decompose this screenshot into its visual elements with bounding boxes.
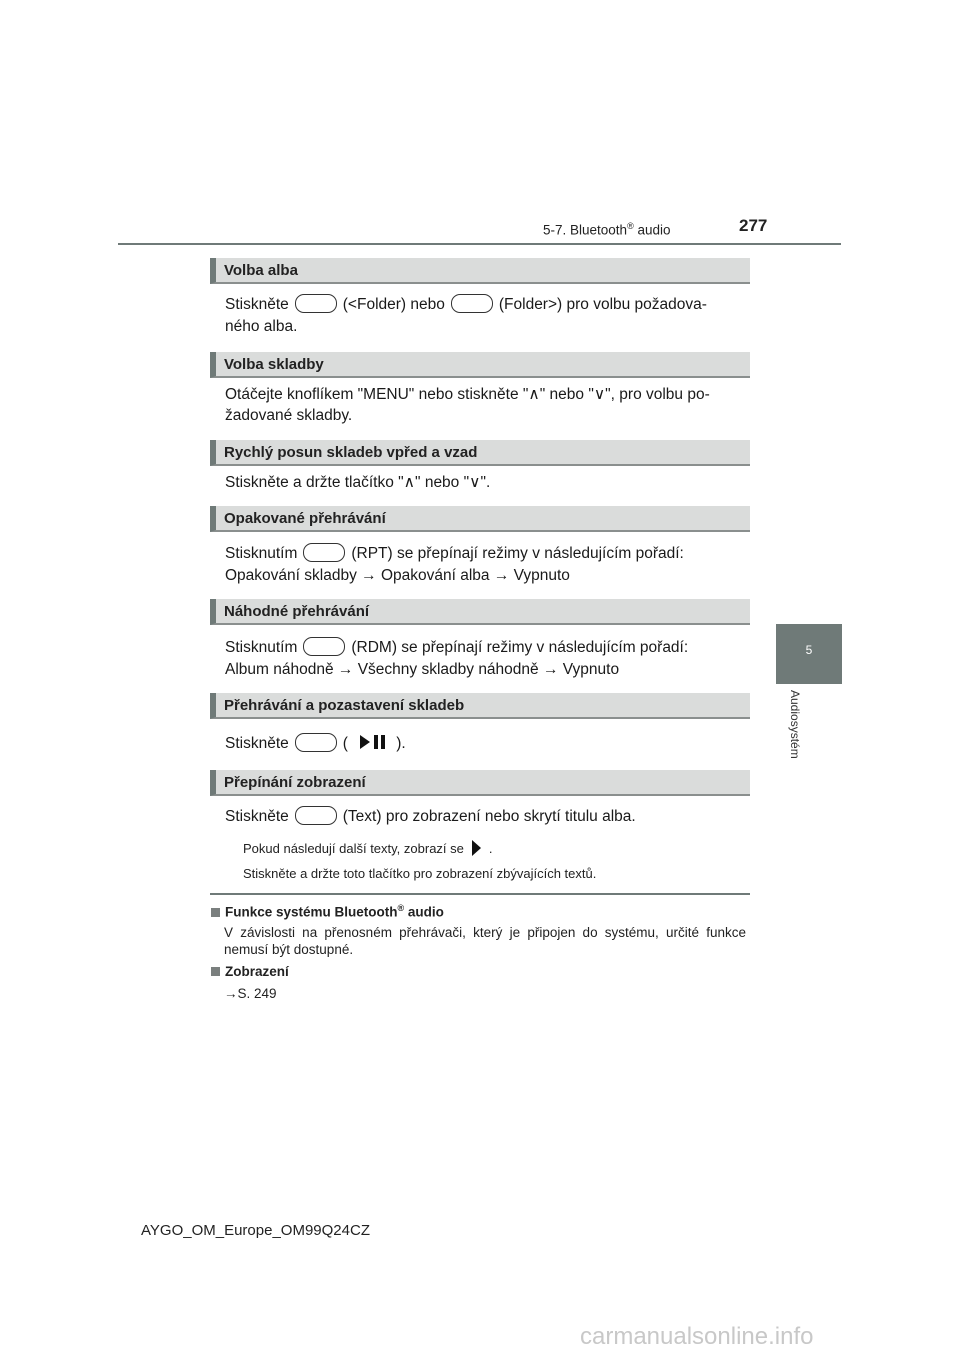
body-text: Stiskněte ( ). [225,735,406,752]
steering-button-icon [451,294,493,313]
document-id: AYGO_OM_Europe_OM99Q24CZ [141,1222,370,1239]
section-heading: Náhodné přehrávání [210,599,750,625]
steering-button-icon [295,294,337,313]
section-heading: Přehrávání a pozastavení skladeb [210,693,750,719]
section-heading: Rychlý posun skladeb vpřed a vzad [210,440,750,466]
section-heading: Opakované přehrávání [210,506,750,532]
body-text: Opakování skladby → Opakování alba → Vypnuto [225,567,570,584]
body-text: Stiskněte (<Folder) nebo (Folder>) pro volbu požadova- [225,296,707,313]
body-text: Otáčejte knoflíkem "MENU" nebo stiskněte "∧" nebo "∨", pro volbu po- [225,386,710,403]
bullet-square-icon [211,967,220,976]
note-text: Stiskněte a držte toto tlačítko pro zobrazení zbývajících textů. [243,866,597,881]
chapter-tab: 5 [776,624,842,684]
body-text: Stiskněte (Text) pro zobrazení nebo skrytí titulu alba. [225,808,636,825]
bullet-text: V závislosti na přenosném přehrávači, který je připojen do systému, určité funkce nemusí být dostupné. [224,925,746,957]
header-rule [118,243,841,245]
steering-button-icon [295,733,337,752]
right-triangle-icon [472,840,481,856]
page-number: 277 [739,216,768,235]
steering-button-icon [303,637,345,656]
section-header: 5-7. Bluetooth® audio [543,221,671,238]
divider [210,893,750,895]
section-heading: Volba skladby [210,352,750,378]
steering-button-icon [295,806,337,825]
body-text: Stisknutím (RDM) se přepínají režimy v následujícím pořadí: [225,639,689,656]
section-heading: Volba alba [210,258,750,284]
bullet-square-icon [211,908,220,917]
body-text: Stiskněte a držte tlačítko "∧" nebo "∨". [225,474,491,491]
cross-reference: →S. 249 [224,986,277,1001]
steering-button-icon [303,543,345,562]
body-text: žadované skladby. [225,407,353,424]
chapter-name: Audiosystém [788,690,802,759]
section-heading: Přepínání zobrazení [210,770,750,796]
body-text: Album náhodně → Všechny skladby náhodně → Vypnuto [225,661,620,678]
body-text: Stisknutím (RPT) se přepínají režimy v následujícím pořadí: [225,545,684,562]
play-pause-icon [356,733,392,751]
bullet-title: Funkce systému Bluetooth® audio [211,903,444,920]
note-text: Pokud následují další texty, zobrazí se . [243,841,493,856]
watermark: carmanualsonline.info [580,1323,814,1350]
body-text: ného alba. [225,318,298,335]
bullet-title: Zobrazení [211,964,289,979]
